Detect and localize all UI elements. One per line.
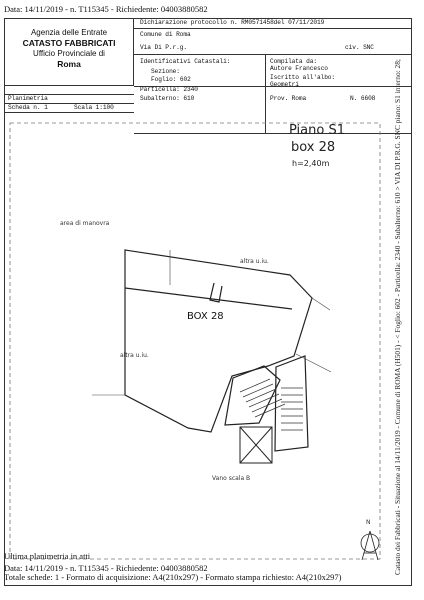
print-header: Data: 14/11/2019 - n. T115345 - Richiedente: 04003880582: [4, 4, 208, 14]
box-title: box 28: [291, 140, 336, 155]
drawing-border: [10, 123, 380, 559]
sezione-field: Sezione:: [151, 68, 180, 75]
ufficio-label: Ufficio Provinciale di: [33, 49, 105, 58]
scheda-label: Scheda n. 1: [8, 104, 48, 111]
identificativi-title: Identificativi Catastali:: [140, 58, 231, 65]
vano-scala-label: Vano scala B: [212, 475, 251, 482]
comune-line: Comune di Roma: [140, 31, 191, 38]
piano-label: Piano S1: [289, 123, 345, 138]
planimetria-label: Planimetria: [8, 95, 48, 102]
agency-name: Agenzia delle Entrate: [30, 28, 108, 37]
altra-uiu-label-2: altra u.iu.: [120, 352, 149, 359]
compilata-name: Autore Francesco: [270, 65, 328, 72]
height-label: h=2,40m: [292, 159, 330, 168]
lift-shaft: [240, 427, 272, 463]
numero-value: N. 6608: [350, 95, 376, 102]
subalterno-field: Subalterno: 610: [140, 95, 195, 102]
footer-formats: Totale schede: 1 - Formato di acquisizione: A4(210x297) - Formato stampa richiesto: A4(210x297): [4, 572, 342, 582]
footer-note: Ultima planimetria in atti: [4, 551, 91, 561]
protocol-line: Dichiarazione protocollo n. RM0571458del 07/11/2019: [140, 19, 325, 26]
area-manovra-label: area di manovra: [60, 220, 110, 227]
side-cadastral-text: Catasto dei Fabbricati - Situazione al 14/11/2019 - Comune di ROMA (H501) - < Foglio: 602 - Particella: 2340 - Subalterno: 610 > VIA DI P.R.G. SNC piano: S1 interno: 28;: [393, 59, 402, 575]
north-arrow: [361, 531, 379, 560]
scala-label: Scala 1:100: [74, 104, 114, 111]
foglio-field: Foglio: 602: [151, 76, 191, 83]
albo-value: Geometri: [270, 81, 299, 88]
box-walls: [125, 250, 312, 451]
stairs: [240, 379, 303, 430]
catasto-title: CATASTO FABBRICATI: [22, 38, 116, 48]
particella-field: Particella: 2340: [140, 86, 198, 93]
footer-print-line: Data: 14/11/2019 - n. T115345 - Richiedente: 04003880582: [4, 563, 208, 573]
via-line: Via Di P.r.g.: [140, 44, 187, 51]
altra-uiu-label-1: altra u.iu.: [240, 258, 269, 265]
dimension-lines: [92, 250, 331, 395]
box-label: BOX 28: [187, 311, 224, 322]
civico-line: civ. SNC: [345, 44, 374, 51]
compilata-title: Compilata da:: [270, 58, 317, 65]
ufficio-city: Roma: [57, 59, 81, 69]
north-label: N: [366, 519, 371, 526]
prov-value: Prov. Roma: [270, 95, 307, 102]
iscritto-label: Iscritto all'albo:: [270, 74, 336, 81]
